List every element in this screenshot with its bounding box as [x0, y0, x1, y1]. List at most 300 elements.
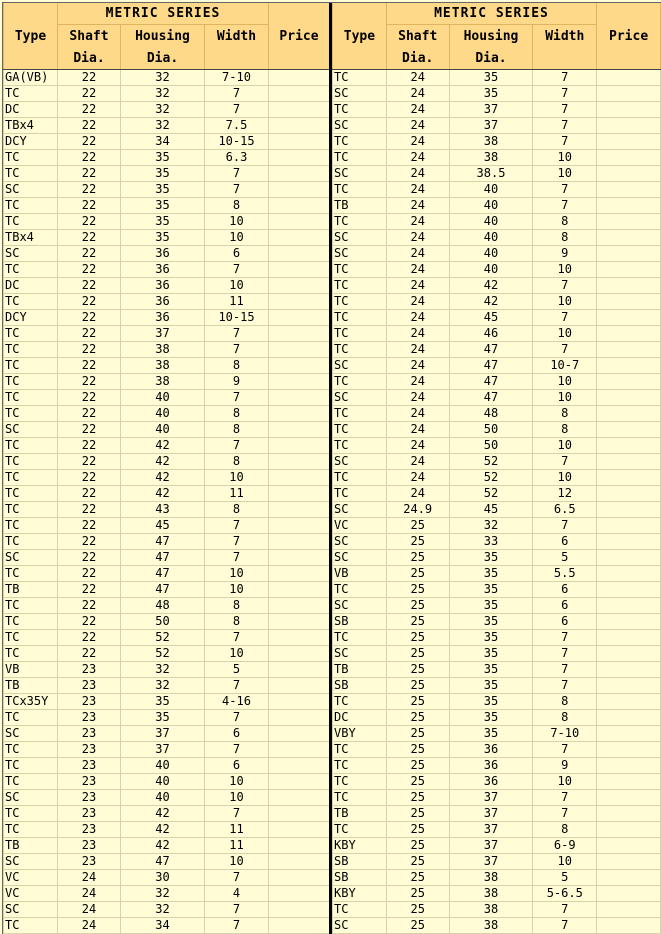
width-cell: 8 [205, 502, 269, 518]
price-cell [597, 486, 661, 502]
shaft-header: Shaft [58, 25, 121, 49]
price-cell [269, 678, 330, 694]
housing-cell: 47 [121, 550, 205, 566]
type-cell: TB [333, 806, 387, 822]
price-cell [269, 454, 330, 470]
width-cell: 7 [533, 918, 597, 934]
type-cell: SC [333, 118, 387, 134]
shaft-cell: 25 [386, 854, 449, 870]
shaft-cell: 24 [386, 390, 449, 406]
housing-cell: 35 [449, 694, 533, 710]
housing-cell: 37 [121, 742, 205, 758]
price-cell [269, 646, 330, 662]
housing-cell: 32 [121, 678, 205, 694]
price-cell [269, 102, 330, 118]
price-cell [269, 614, 330, 630]
table-row [4, 710, 330, 726]
price-cell [269, 662, 330, 678]
housing-subheader: Dia. [449, 48, 533, 70]
width-cell: 7-10 [533, 726, 597, 742]
price-cell [269, 774, 330, 790]
width-cell: 10 [205, 646, 269, 662]
table-row [4, 502, 330, 518]
type-cell: TB [333, 662, 387, 678]
width-cell: 7 [205, 342, 269, 358]
shaft-cell: 22 [58, 230, 121, 246]
table-row [4, 182, 330, 198]
housing-cell: 32 [449, 518, 533, 534]
table-row [4, 758, 330, 774]
housing-cell: 35 [121, 182, 205, 198]
width-cell: 6 [205, 246, 269, 262]
price-subheader [269, 48, 330, 70]
type-cell: SC [333, 358, 387, 374]
table-row [333, 214, 661, 230]
price-cell [597, 310, 661, 326]
type-cell: TC [333, 486, 387, 502]
type-cell: SC [333, 454, 387, 470]
shaft-cell: 24.9 [386, 502, 449, 518]
type-cell: TC [333, 326, 387, 342]
price-cell [597, 630, 661, 646]
housing-cell: 37 [449, 118, 533, 134]
shaft-cell: 24 [386, 166, 449, 182]
type-cell: TB [333, 198, 387, 214]
shaft-cell: 24 [386, 70, 449, 86]
shaft-cell: 24 [386, 310, 449, 326]
type-cell: TC [333, 742, 387, 758]
type-cell: TC [333, 822, 387, 838]
price-cell [597, 406, 661, 422]
width-cell: 7 [205, 182, 269, 198]
table-row [333, 870, 661, 886]
width-cell: 7 [205, 806, 269, 822]
width-cell: 8 [533, 694, 597, 710]
price-cell [269, 310, 330, 326]
width-cell: 10 [533, 374, 597, 390]
width-cell: 10 [205, 230, 269, 246]
shaft-cell: 24 [386, 262, 449, 278]
housing-cell: 36 [449, 774, 533, 790]
price-cell [269, 118, 330, 134]
type-cell: DCY [4, 134, 58, 150]
type-cell: TC [333, 630, 387, 646]
table-row [333, 566, 661, 582]
shaft-cell: 23 [58, 822, 121, 838]
type-cell: DC [4, 102, 58, 118]
shaft-cell: 23 [58, 742, 121, 758]
table-row [333, 374, 661, 390]
shaft-cell: 22 [58, 486, 121, 502]
table-row [333, 822, 661, 838]
table-row [4, 118, 330, 134]
width-cell: 5.5 [533, 566, 597, 582]
shaft-cell: 25 [386, 790, 449, 806]
shaft-cell: 25 [386, 534, 449, 550]
price-cell [597, 342, 661, 358]
shaft-cell: 25 [386, 742, 449, 758]
table-row [333, 902, 661, 918]
price-cell [269, 182, 330, 198]
price-cell [269, 726, 330, 742]
price-cell [269, 694, 330, 710]
shaft-cell: 25 [386, 870, 449, 886]
price-cell [269, 342, 330, 358]
table-row [4, 742, 330, 758]
housing-cell: 35 [121, 198, 205, 214]
type-cell: DCY [4, 310, 58, 326]
shaft-cell: 22 [58, 454, 121, 470]
table-row [4, 198, 330, 214]
table-row [4, 902, 330, 918]
width-cell: 7 [533, 630, 597, 646]
housing-cell: 35 [449, 598, 533, 614]
table-row [333, 390, 661, 406]
housing-cell: 36 [121, 262, 205, 278]
shaft-cell: 23 [58, 694, 121, 710]
table-row [4, 454, 330, 470]
width-cell: 7 [533, 902, 597, 918]
price-cell [269, 278, 330, 294]
type-cell: TC [4, 710, 58, 726]
price-cell [269, 598, 330, 614]
width-cell: 8 [533, 822, 597, 838]
width-cell: 9 [533, 758, 597, 774]
width-cell: 10 [533, 262, 597, 278]
type-cell: TCx35Y [4, 694, 58, 710]
price-cell [269, 390, 330, 406]
type-cell: TC [4, 534, 58, 550]
shaft-cell: 22 [58, 150, 121, 166]
housing-cell: 46 [449, 326, 533, 342]
shaft-cell: 23 [58, 790, 121, 806]
price-cell [597, 678, 661, 694]
shaft-cell: 22 [58, 390, 121, 406]
price-cell [597, 598, 661, 614]
price-cell [269, 870, 330, 886]
width-cell: 7 [533, 518, 597, 534]
housing-cell: 35 [449, 566, 533, 582]
type-cell: TC [333, 422, 387, 438]
price-cell [269, 486, 330, 502]
price-cell [269, 886, 330, 902]
price-cell [269, 566, 330, 582]
housing-cell: 36 [449, 758, 533, 774]
table-row [333, 502, 661, 518]
table-row [333, 630, 661, 646]
table-row [4, 838, 330, 854]
housing-cell: 38.5 [449, 166, 533, 182]
width-cell: 7 [205, 102, 269, 118]
table-row [4, 470, 330, 486]
table-row [333, 518, 661, 534]
width-cell: 6 [205, 758, 269, 774]
price-cell [597, 230, 661, 246]
table-row [4, 278, 330, 294]
type-cell: SC [333, 646, 387, 662]
table-row [333, 406, 661, 422]
housing-cell: 52 [449, 454, 533, 470]
table-row [4, 166, 330, 182]
housing-cell: 32 [121, 118, 205, 134]
price-header: Price [269, 25, 330, 49]
housing-cell: 34 [121, 918, 205, 934]
shaft-cell: 25 [386, 838, 449, 854]
width-cell: 10 [205, 470, 269, 486]
type-cell: TC [4, 342, 58, 358]
table-row [4, 726, 330, 742]
type-cell: TC [4, 566, 58, 582]
width-cell: 7 [533, 70, 597, 86]
housing-cell: 35 [121, 230, 205, 246]
width-cell: 10 [533, 774, 597, 790]
type-cell: SC [333, 550, 387, 566]
shaft-cell: 22 [58, 262, 121, 278]
series-title: METRIC SERIES [386, 3, 596, 25]
housing-cell: 35 [121, 166, 205, 182]
housing-cell: 38 [449, 886, 533, 902]
price-cell [269, 294, 330, 310]
shaft-cell: 22 [58, 118, 121, 134]
left-metric-table [3, 3, 330, 934]
price-cell [597, 262, 661, 278]
shaft-cell: 24 [386, 470, 449, 486]
shaft-cell: 22 [58, 470, 121, 486]
housing-cell: 37 [449, 822, 533, 838]
width-cell: 6 [533, 582, 597, 598]
price-cell [597, 70, 661, 86]
table-row [4, 486, 330, 502]
table-row [333, 150, 661, 166]
housing-cell: 38 [121, 374, 205, 390]
width-header: Width [533, 25, 597, 49]
shaft-cell: 22 [58, 86, 121, 102]
shaft-cell: 25 [386, 630, 449, 646]
price-cell [597, 454, 661, 470]
shaft-cell: 24 [386, 374, 449, 390]
price-cell [597, 710, 661, 726]
housing-cell: 42 [121, 806, 205, 822]
price-cell [597, 246, 661, 262]
type-cell: SC [4, 246, 58, 262]
shaft-cell: 22 [58, 566, 121, 582]
type-cell: KBY [333, 886, 387, 902]
shaft-cell: 24 [386, 198, 449, 214]
housing-cell: 40 [121, 390, 205, 406]
price-header-spacer [269, 3, 330, 25]
width-cell: 10-7 [533, 358, 597, 374]
type-cell: TC [4, 758, 58, 774]
price-cell [597, 134, 661, 150]
price-cell [597, 774, 661, 790]
shaft-cell: 24 [386, 246, 449, 262]
table-row [333, 918, 661, 934]
width-cell: 8 [533, 406, 597, 422]
width-cell: 7 [533, 310, 597, 326]
price-cell [269, 534, 330, 550]
type-cell: TC [333, 774, 387, 790]
type-cell: TC [4, 918, 58, 934]
housing-cell: 35 [449, 710, 533, 726]
type-cell: KBY [333, 838, 387, 854]
width-cell: 10 [533, 166, 597, 182]
housing-cell: 40 [449, 262, 533, 278]
price-cell [269, 134, 330, 150]
table-row [4, 310, 330, 326]
width-cell: 10 [205, 582, 269, 598]
price-cell [269, 630, 330, 646]
price-cell [269, 470, 330, 486]
table-row [4, 918, 330, 934]
price-cell [269, 70, 330, 86]
type-subheader [333, 48, 387, 70]
type-cell: TC [333, 438, 387, 454]
left-table-body [4, 70, 330, 934]
housing-header: Housing [449, 25, 533, 49]
housing-cell: 34 [121, 134, 205, 150]
price-cell [269, 582, 330, 598]
table-row [333, 326, 661, 342]
housing-cell: 36 [121, 310, 205, 326]
price-cell [597, 662, 661, 678]
shaft-cell: 25 [386, 806, 449, 822]
shaft-cell: 22 [58, 582, 121, 598]
table-row [4, 614, 330, 630]
type-cell: TB [4, 582, 58, 598]
shaft-cell: 24 [386, 214, 449, 230]
width-cell: 10 [205, 278, 269, 294]
table-row [4, 582, 330, 598]
shaft-cell: 24 [386, 454, 449, 470]
type-cell: SC [333, 918, 387, 934]
type-cell: TC [4, 630, 58, 646]
shaft-cell: 22 [58, 374, 121, 390]
type-cell: SC [4, 422, 58, 438]
table-row [333, 854, 661, 870]
table-row [4, 246, 330, 262]
shaft-subheader: Dia. [386, 48, 449, 70]
width-cell: 8 [205, 406, 269, 422]
width-cell: 7 [533, 646, 597, 662]
housing-cell: 42 [449, 278, 533, 294]
housing-subheader: Dia. [121, 48, 205, 70]
price-cell [597, 182, 661, 198]
series-title: METRIC SERIES [58, 3, 269, 25]
table-row [4, 854, 330, 870]
width-cell: 8 [205, 422, 269, 438]
price-cell [597, 614, 661, 630]
shaft-cell: 22 [58, 182, 121, 198]
price-cell [597, 534, 661, 550]
shaft-cell: 24 [386, 118, 449, 134]
width-cell: 6-9 [533, 838, 597, 854]
housing-cell: 45 [121, 518, 205, 534]
housing-cell: 50 [449, 422, 533, 438]
width-cell: 4-16 [205, 694, 269, 710]
housing-cell: 38 [449, 134, 533, 150]
type-cell: TC [4, 358, 58, 374]
width-cell: 6 [533, 614, 597, 630]
shaft-cell: 25 [386, 678, 449, 694]
width-cell: 4 [205, 886, 269, 902]
housing-cell: 42 [121, 454, 205, 470]
price-cell [269, 790, 330, 806]
shaft-cell: 25 [386, 582, 449, 598]
type-cell: TC [4, 614, 58, 630]
shaft-cell: 23 [58, 758, 121, 774]
shaft-cell: 23 [58, 678, 121, 694]
type-cell: SC [333, 598, 387, 614]
table-row [4, 822, 330, 838]
table-row [333, 758, 661, 774]
housing-cell: 40 [449, 214, 533, 230]
housing-cell: 32 [121, 662, 205, 678]
table-row [333, 166, 661, 182]
type-cell: TC [4, 214, 58, 230]
housing-cell: 42 [121, 438, 205, 454]
type-cell: SB [333, 870, 387, 886]
price-cell [269, 326, 330, 342]
shaft-cell: 22 [58, 310, 121, 326]
width-cell: 10 [205, 790, 269, 806]
housing-cell: 37 [449, 838, 533, 854]
shaft-cell: 24 [386, 422, 449, 438]
housing-cell: 36 [121, 246, 205, 262]
price-cell [269, 502, 330, 518]
type-cell: TC [333, 790, 387, 806]
price-cell [597, 646, 661, 662]
shaft-cell: 22 [58, 502, 121, 518]
price-cell [597, 838, 661, 854]
price-cell [269, 86, 330, 102]
width-cell: 9 [205, 374, 269, 390]
housing-cell: 33 [449, 534, 533, 550]
width-cell: 7 [205, 630, 269, 646]
type-cell: SC [4, 550, 58, 566]
shaft-cell: 23 [58, 726, 121, 742]
price-cell [597, 326, 661, 342]
type-cell: SC [4, 726, 58, 742]
housing-cell: 48 [121, 598, 205, 614]
price-cell [597, 806, 661, 822]
housing-cell: 45 [449, 310, 533, 326]
width-cell: 10 [533, 470, 597, 486]
width-cell: 7 [205, 86, 269, 102]
table-row [4, 886, 330, 902]
table-row [4, 774, 330, 790]
table-row [4, 678, 330, 694]
width-cell: 7 [533, 806, 597, 822]
width-cell: 8 [205, 358, 269, 374]
housing-cell: 35 [121, 710, 205, 726]
width-cell: 8 [533, 710, 597, 726]
type-cell: TC [4, 646, 58, 662]
type-cell: TBx4 [4, 118, 58, 134]
width-cell: 10 [533, 854, 597, 870]
width-cell: 7 [533, 182, 597, 198]
width-cell: 5 [205, 662, 269, 678]
shaft-cell: 22 [58, 198, 121, 214]
type-cell: TC [333, 342, 387, 358]
price-cell [597, 214, 661, 230]
type-cell: TC [333, 694, 387, 710]
price-cell [269, 166, 330, 182]
price-cell [269, 422, 330, 438]
price-cell [597, 278, 661, 294]
shaft-cell: 22 [58, 278, 121, 294]
housing-cell: 32 [121, 102, 205, 118]
type-cell: TC [333, 262, 387, 278]
